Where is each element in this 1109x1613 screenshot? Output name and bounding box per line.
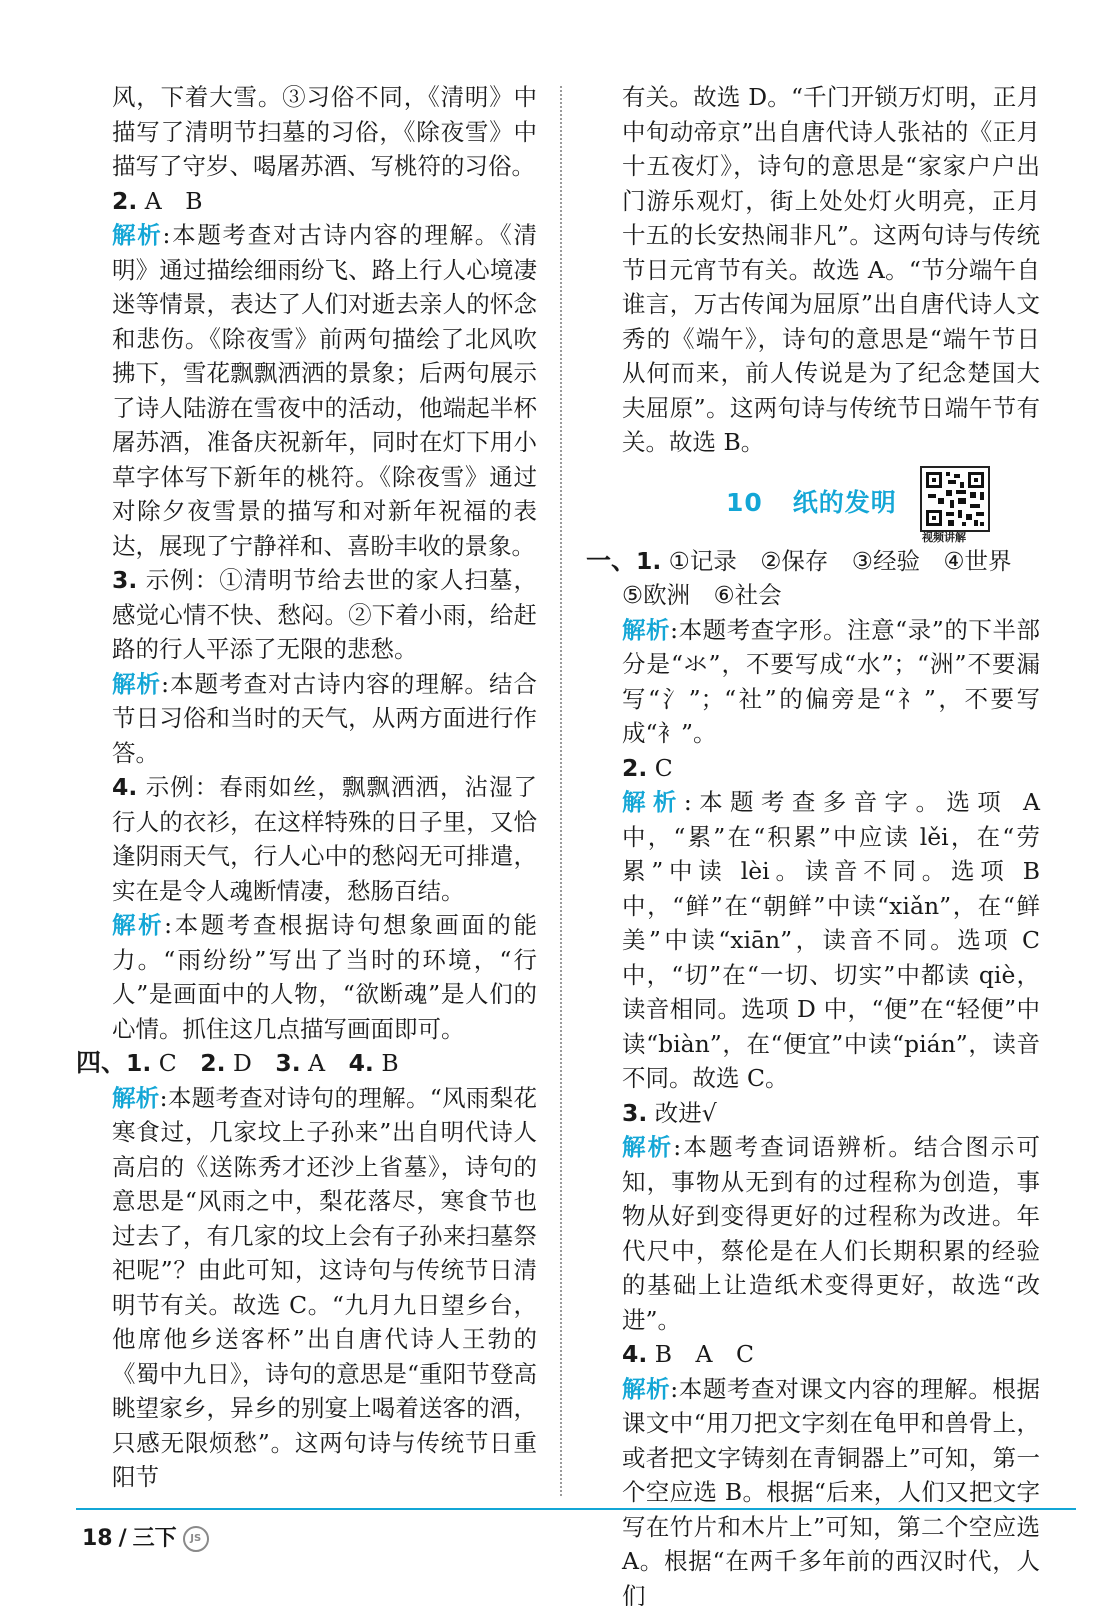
answer-3-text: 示例：①清明节给去世的家人扫墓，感觉心情不快、愁闷。②下着小雨，给赶路的行人平添了无限的悲愁。	[112, 566, 537, 663]
column-divider	[560, 86, 562, 1496]
footer-rule	[76, 1508, 1076, 1510]
answer-2-text: A B	[137, 187, 202, 215]
lesson-header	[622, 466, 1040, 544]
s4-q3-number: 3.	[275, 1049, 300, 1077]
explanation-text: :本题考查对诗句的理解。“风雨梨花寒食过，几家坟上子孙来”出自明代诗人高启的《送陈秀才还沙上省墓》，诗句的意思是“风雨之中，梨花落尽，寒食节也过去了，有几家的坟上会有子孙来扫墓祭祀呢”？由此可知，这诗句与传统节日清明节有关。故选 C。“九月九日望乡台，他席他乡送客杯”出自唐代诗人王勃的《蜀中九日》，诗句的意思是“重阳节登高眺望家乡，异乡的别宴上喝着送客的酒，只感无限烦愁”。这两句诗与传统节日重阳节	[112, 1084, 537, 1492]
s4-q1-number: 1.	[126, 1049, 151, 1077]
section-1-answer-1	[586, 544, 1040, 579]
answer-3-number: 3.	[112, 566, 137, 594]
qr-caption: 视频讲解	[922, 532, 966, 544]
explanation-text: :本题考查对课文内容的理解。根据课文中“用刀把文字刻在龟甲和兽骨上，或者把文字铸刻在青铜器上”可知，第一个空应选 B。根据“后来，人们又把文字写在竹片和木片上”可知，第二个空应选 A。根据“在两千多年前的西汉时代，人们	[622, 1375, 1040, 1610]
section-4-answers	[76, 1046, 537, 1081]
q4-answer: B A C	[647, 1340, 754, 1368]
lesson-title	[726, 486, 897, 521]
q1-number: 1.	[636, 547, 661, 575]
explanation-text: :本题考查对古诗内容的理解。《清明》通过描绘细雨纷飞、路上行人心境凄迷等情景，表达了人们对逝去亲人的怀念和悲伤。《除夜雪》前两句描绘了北风吹拂下，雪花飘飘洒洒的景象；后两句展示了诗人陆游在雪夜中的活动，他端起半杯屠苏酒，准备庆祝新年，同时在灯下用小草字体写下新年的桃符。《除夜雪》通过对除夕夜雪景的描写和对新年祝福的表达，展现了宁静祥和、喜盼丰收的景象。	[112, 221, 537, 560]
explanation-text: :本题考查多音字。选项 A 中，“累”在“积累”中应读 lěi，在“劳累”中读 lèi。读音不同。选项 B 中，“鲜”在“朝鲜”中读“xiǎn”，在“鲜美”中读“xiān”，读音不同。选项 C 中，“切”在“一切、切实”中都读 qiè，读音相同。选项 D 中，“便”在“轻便”中读“biàn”，在“便宜”中读“pián”，读音不同。故选 C。	[622, 788, 1040, 1092]
section-4-label: 四、	[76, 1048, 126, 1077]
right-column	[622, 80, 1040, 1613]
q1-answer-line1: ①记录 ②保存 ③经验 ④世界	[661, 547, 1011, 575]
explanation-r2	[622, 785, 1040, 1096]
answer-r4	[622, 1337, 1040, 1372]
page-number: 18	[82, 1526, 113, 1552]
explanation-label: 解析	[112, 670, 161, 698]
explanation-4	[112, 908, 537, 1046]
left-paragraph-continued: 风，下着大雪。③习俗不同，《清明》中描写了清明节扫墓的习俗，《除夜雪》中描写了守岁、喝屠苏酒、写桃符的习俗。	[112, 80, 537, 184]
s4-q2-number: 2.	[200, 1049, 225, 1077]
answer-4-number: 4.	[112, 773, 137, 801]
explanation-text: :本题考查词语辨析。结合图示可知，事物从无到有的过程称为创造，事物从好到变得更好的过程称为改进。年代尺中，蔡伦是在人们长期积累的经验的基础上让造纸术变得更好，故选“改进”。	[622, 1133, 1040, 1334]
qr-code-icon[interactable]	[920, 466, 990, 532]
explanation-r4	[622, 1372, 1040, 1613]
q2-number: 2.	[622, 754, 647, 782]
explanation-label: 解析	[112, 221, 162, 249]
explanation-r1	[622, 613, 1040, 751]
explanation-3	[112, 667, 537, 771]
answer-4	[112, 770, 537, 908]
explanation-text: :本题考查根据诗句想象画面的能力。“雨纷纷”写出了当时的环境，“行人”是画面中的人物，“欲断魂”是人们的心情。抓住这几点描写画面即可。	[112, 911, 537, 1043]
s4-a2: D	[226, 1049, 276, 1077]
q1-answer-line2: ⑤欧洲 ⑥社会	[622, 578, 1040, 613]
q2-answer: C	[647, 754, 672, 782]
q3-number: 3.	[622, 1099, 647, 1127]
answer-3	[112, 563, 537, 667]
lesson-name: 纸的发明	[793, 488, 897, 517]
edition-badge-icon: JS	[183, 1526, 209, 1552]
explanation-label: 解析	[112, 911, 164, 939]
explanation-text: :本题考查对古诗内容的理解。结合节日习俗和当时的天气，从两方面进行作答。	[112, 670, 537, 767]
explanation-label: 解析	[622, 616, 670, 644]
explanation-5	[112, 1081, 537, 1495]
s4-a4: B	[374, 1049, 399, 1077]
explanation-2	[112, 218, 537, 563]
explanation-label: 解析	[622, 788, 684, 816]
answer-2	[112, 184, 537, 219]
answer-2-number: 2.	[112, 187, 137, 215]
answer-r3	[622, 1096, 1040, 1131]
explanation-label: 解析	[622, 1375, 670, 1403]
explanation-label: 解析	[112, 1084, 160, 1112]
answer-r2	[622, 751, 1040, 786]
s4-a1: C	[151, 1049, 200, 1077]
q3-answer: 改进√	[647, 1099, 716, 1127]
qr-code-graphic	[922, 468, 988, 530]
q4-number: 4.	[622, 1340, 647, 1368]
right-paragraph-continued: 有关。故选 D。“千门开锁万灯明，正月中旬动帝京”出自唐代诗人张祜的《正月十五夜灯》，诗句的意思是“家家户户出门游乐观灯，街上处处灯火明亮，正月十五的长安热闹非凡”。这两句诗与传统节日元宵节有关。故选 A。“节分端午自谁言，万古传闻为屈原”出自唐代诗人文秀的《端午》，诗句的意思是“端午节日从何而来，前人传说是为了纪念楚国大夫屈原”。这两句诗与传统节日端午节有关。故选 B。	[622, 80, 1040, 460]
explanation-label: 解析	[622, 1133, 673, 1161]
explanation-r3	[622, 1130, 1040, 1337]
lesson-number: 10	[726, 488, 763, 517]
explanation-text: :本题考查字形。注意“录”的下半部分是“氺”，不要写成“水”；“洲”不要漏写“氵”；“社”的偏旁是“礻”，不要写成“衤”。	[622, 616, 1040, 748]
footer-separator: /	[119, 1526, 127, 1552]
section-1-label: 一、	[586, 546, 636, 575]
page-footer	[82, 1526, 209, 1552]
s4-q4-number: 4.	[349, 1049, 374, 1077]
answer-4-text: 示例：春雨如丝，飘飘洒洒，沾湿了行人的衣衫，在这样特殊的日子里，又恰逢阴雨天气，行人心中的愁闷无可排遣，实在是令人魂断情凄，愁肠百结。	[112, 773, 537, 905]
left-column	[112, 80, 537, 1495]
s4-a3: A	[301, 1049, 349, 1077]
grade-label: 三下	[133, 1526, 177, 1552]
